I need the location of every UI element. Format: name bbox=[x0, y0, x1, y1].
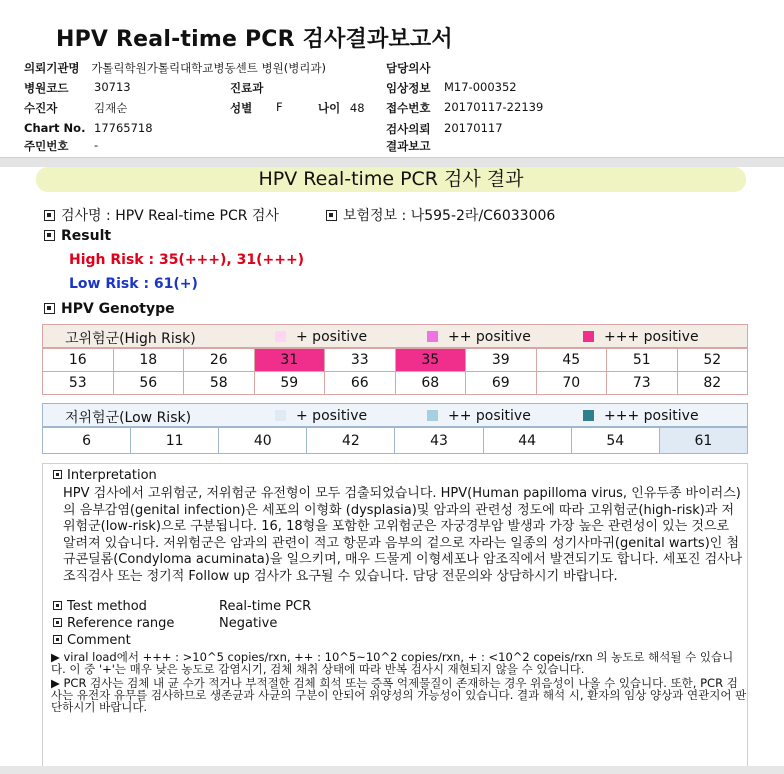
comment-note-viral-load: ▶ viral load에서 +++ : >10^5 copies/rxn, ++ : 10^5~10^2 copies/rxn, + : <10^2 copeis/rxn 의 농도로 해석될 수 있습니다. 이 중 '+'는 매우 낮은 농도로 감염시기, 검체 채취 상태에 따라 반복 검사시 재현되지 않을 수 있습니다. bbox=[51, 650, 734, 676]
genotype-cell: 43 bbox=[395, 428, 483, 454]
request-label: 검사의뢰 bbox=[386, 122, 431, 136]
result-heading-text: Result bbox=[61, 228, 112, 244]
doctor-label: 담당의사 bbox=[386, 61, 431, 75]
institution-value: 가톨릭학원가톨릭대학교병동센트 병원(병리과) bbox=[91, 61, 327, 75]
genotype-cell: 31 bbox=[254, 349, 325, 372]
legend-swatch-plusplusplus bbox=[583, 410, 594, 421]
genotype-cell: 69 bbox=[466, 372, 537, 395]
genotype-cell: 11 bbox=[131, 428, 219, 454]
legend-plus-text: + positive bbox=[296, 329, 368, 345]
report-row bbox=[386, 138, 430, 154]
request-value: 20170117 bbox=[444, 121, 503, 135]
result-heading bbox=[44, 228, 111, 244]
resident-value: - bbox=[94, 138, 99, 152]
genotype-cell: 6 bbox=[43, 428, 131, 454]
high-risk-result: High Risk : 35(+++), 31(+++) bbox=[69, 252, 305, 268]
high-risk-row bbox=[43, 349, 748, 372]
reference-range-row bbox=[53, 616, 174, 631]
interpretation-heading bbox=[53, 468, 157, 483]
legend-plusplusplus bbox=[583, 329, 699, 345]
receipt-label: 접수번호 bbox=[386, 101, 431, 115]
genotype-cell: 61 bbox=[659, 428, 747, 454]
report-label: 결과보고 bbox=[386, 139, 431, 153]
patient-value: 김재순 bbox=[94, 101, 128, 115]
legend-plus bbox=[275, 408, 367, 424]
comment-row bbox=[53, 633, 131, 648]
genotype-cell: 42 bbox=[307, 428, 395, 454]
institution-label: 의뢰기관명 bbox=[24, 61, 80, 75]
genotype-cell: 18 bbox=[113, 349, 184, 372]
clinical-row bbox=[386, 80, 517, 96]
legend-plusplusplus-text: +++ positive bbox=[604, 329, 699, 345]
high-risk-grid bbox=[42, 348, 748, 395]
institution-row bbox=[24, 60, 326, 76]
genotype-cell: 59 bbox=[254, 372, 325, 395]
bullet-square-icon bbox=[326, 210, 337, 221]
section-divider bbox=[0, 157, 784, 167]
genotype-cell: 53 bbox=[43, 372, 114, 395]
genotype-cell: 52 bbox=[677, 349, 748, 372]
result-banner: HPV Real-time PCR 검사 결과 bbox=[36, 167, 746, 192]
legend-swatch-plusplus bbox=[427, 410, 438, 421]
legend-plusplus-text: ++ positive bbox=[448, 329, 531, 345]
legend-swatch-plusplusplus bbox=[583, 331, 594, 342]
legend-plusplus bbox=[427, 408, 531, 424]
receipt-row bbox=[386, 100, 544, 116]
legend-plusplusplus-text: +++ positive bbox=[604, 408, 699, 424]
chart-label: Chart No. bbox=[24, 121, 86, 135]
test-method-value: Real-time PCR bbox=[219, 599, 312, 614]
genotype-cell: 66 bbox=[325, 372, 396, 395]
test-method-label: Test method bbox=[67, 599, 147, 614]
patient-label: 수진자 bbox=[24, 101, 58, 115]
genotype-cell: 51 bbox=[607, 349, 678, 372]
interpretation-box bbox=[42, 463, 748, 774]
genotype-cell: 68 bbox=[395, 372, 466, 395]
genotype-cell: 33 bbox=[325, 349, 396, 372]
report-title: HPV Real-time PCR 검사결과보고서 bbox=[56, 27, 453, 52]
interpretation-paragraph: HPV 검사에서 고위험군, 저위험군 유전형이 모두 검출되었습니다. HPV(Human papilloma virus, 인유두종 바이러스)의 음부감염(genital infection)은 세포의 이형화 (dysplasia)및 암과의 관련성 정도에 따라 고위험군(high-risk)과 저위험군(low-risk)으로 구분됩니다. 16, 18형을 포함한 고위험군은 자궁경부암 발생과 가장 높은 관련성이 있는 것으로 알려져 있습니다. 저위험군은 암과의 관련이 적고 항문과 음부의 겉으로 자라는 일종의 성기사마귀(genital warts)인 첨규콘딜롬(Condyloma acuminata)을 일으키며, 매우 드물게 이형세포나 암조직에서 발견되기도 합니다. 세포진 검사나 조직검사 또는 정기적 Follow up 검사가 요구될 수 있습니다. 담당 전문의와 상담하시기 바랍니다. bbox=[63, 486, 743, 584]
genotype-cell: 56 bbox=[113, 372, 184, 395]
bullet-square-icon bbox=[53, 618, 62, 627]
legend-plus-text: + positive bbox=[296, 408, 368, 424]
reference-range-value: Negative bbox=[219, 616, 278, 631]
resident-label: 주민번호 bbox=[24, 139, 69, 153]
comment-label: Comment bbox=[67, 633, 131, 648]
comment-note-pcr: ▶ PCR 검사는 검체 내 균 수가 적거나 부적절한 검체 희석 또는 증폭 억제물질이 존재하는 경우 위음성이 나올 수 있습니다. 또한, PCR 검사는 유전자 유무를 검사하므로 생존균과 사균의 구분이 안되어 위양성의 가능성이 있습니다. 결과 해석 시, 환자의 임상 양상과 연관지어 판단하시기 바랍니다. bbox=[51, 676, 747, 714]
hospital-code-label: 병원코드 bbox=[24, 81, 69, 95]
genotype-cell: 54 bbox=[571, 428, 659, 454]
bullet-square-icon bbox=[53, 601, 62, 610]
genotype-cell: 44 bbox=[483, 428, 571, 454]
low-risk-label: 저위험군(Low Risk) bbox=[65, 410, 192, 426]
high-risk-row bbox=[43, 372, 748, 395]
low-risk-header bbox=[42, 403, 748, 427]
genotype-cell: 73 bbox=[607, 372, 678, 395]
dept-label: 진료과 bbox=[230, 81, 264, 95]
age-label: 나이 bbox=[318, 101, 341, 115]
request-row bbox=[386, 121, 503, 137]
genotype-cell: 45 bbox=[536, 349, 607, 372]
hospital-code-value: 30713 bbox=[94, 80, 131, 94]
sex-value: F bbox=[276, 100, 283, 114]
genotype-heading bbox=[44, 301, 175, 317]
genotype-cell: 82 bbox=[677, 372, 748, 395]
legend-swatch-plus bbox=[275, 331, 286, 342]
doctor-row bbox=[386, 60, 430, 76]
genotype-cell: 16 bbox=[43, 349, 114, 372]
test-name-text: 검사명 : HPV Real-time PCR 검사 bbox=[61, 208, 279, 224]
bullet-square-icon bbox=[44, 210, 55, 221]
low-risk-grid bbox=[42, 427, 748, 454]
low-risk-result: Low Risk : 61(+) bbox=[69, 276, 198, 292]
bottom-scroll-area bbox=[0, 766, 784, 774]
patient-row bbox=[24, 100, 128, 116]
legend-plusplus-text: ++ positive bbox=[448, 408, 531, 424]
legend-plusplus bbox=[427, 329, 531, 345]
high-risk-label: 고위험군(High Risk) bbox=[65, 331, 196, 347]
test-method-row bbox=[53, 599, 147, 614]
legend-plusplusplus bbox=[583, 408, 699, 424]
sex-row bbox=[230, 100, 283, 116]
hospital-code-row bbox=[24, 80, 131, 96]
chart-row bbox=[24, 121, 153, 135]
legend-swatch-plus bbox=[275, 410, 286, 421]
sex-label: 성별 bbox=[230, 101, 253, 115]
insurance-text: 보험정보 : 나595-2라/C6033006 bbox=[343, 208, 556, 224]
bullet-square-icon bbox=[44, 230, 55, 241]
dept-row bbox=[230, 80, 263, 96]
genotype-cell: 39 bbox=[466, 349, 537, 372]
genotype-cell: 58 bbox=[184, 372, 255, 395]
legend-plus bbox=[275, 329, 367, 345]
reference-range-label: Reference range bbox=[67, 616, 175, 631]
bullet-square-icon bbox=[53, 470, 62, 479]
clinical-value: M17-000352 bbox=[444, 80, 517, 94]
low-risk-row bbox=[43, 428, 748, 454]
resident-row bbox=[24, 138, 99, 154]
age-row bbox=[318, 100, 365, 116]
genotype-cell: 40 bbox=[219, 428, 307, 454]
bullet-square-icon bbox=[44, 303, 55, 314]
genotype-cell: 35 bbox=[395, 349, 466, 372]
genotype-cell: 26 bbox=[184, 349, 255, 372]
clinical-label: 임상정보 bbox=[386, 81, 431, 95]
chart-value: 17765718 bbox=[94, 121, 153, 135]
insurance-line bbox=[326, 205, 555, 225]
test-name-line bbox=[44, 205, 279, 225]
receipt-value: 20170117-22139 bbox=[444, 100, 544, 114]
high-risk-header bbox=[42, 324, 748, 348]
genotype-heading-text: HPV Genotype bbox=[61, 301, 175, 317]
genotype-cell: 70 bbox=[536, 372, 607, 395]
interpretation-heading-text: Interpretation bbox=[67, 468, 157, 483]
bullet-square-icon bbox=[53, 635, 62, 644]
legend-swatch-plusplus bbox=[427, 331, 438, 342]
age-value: 48 bbox=[349, 101, 365, 115]
